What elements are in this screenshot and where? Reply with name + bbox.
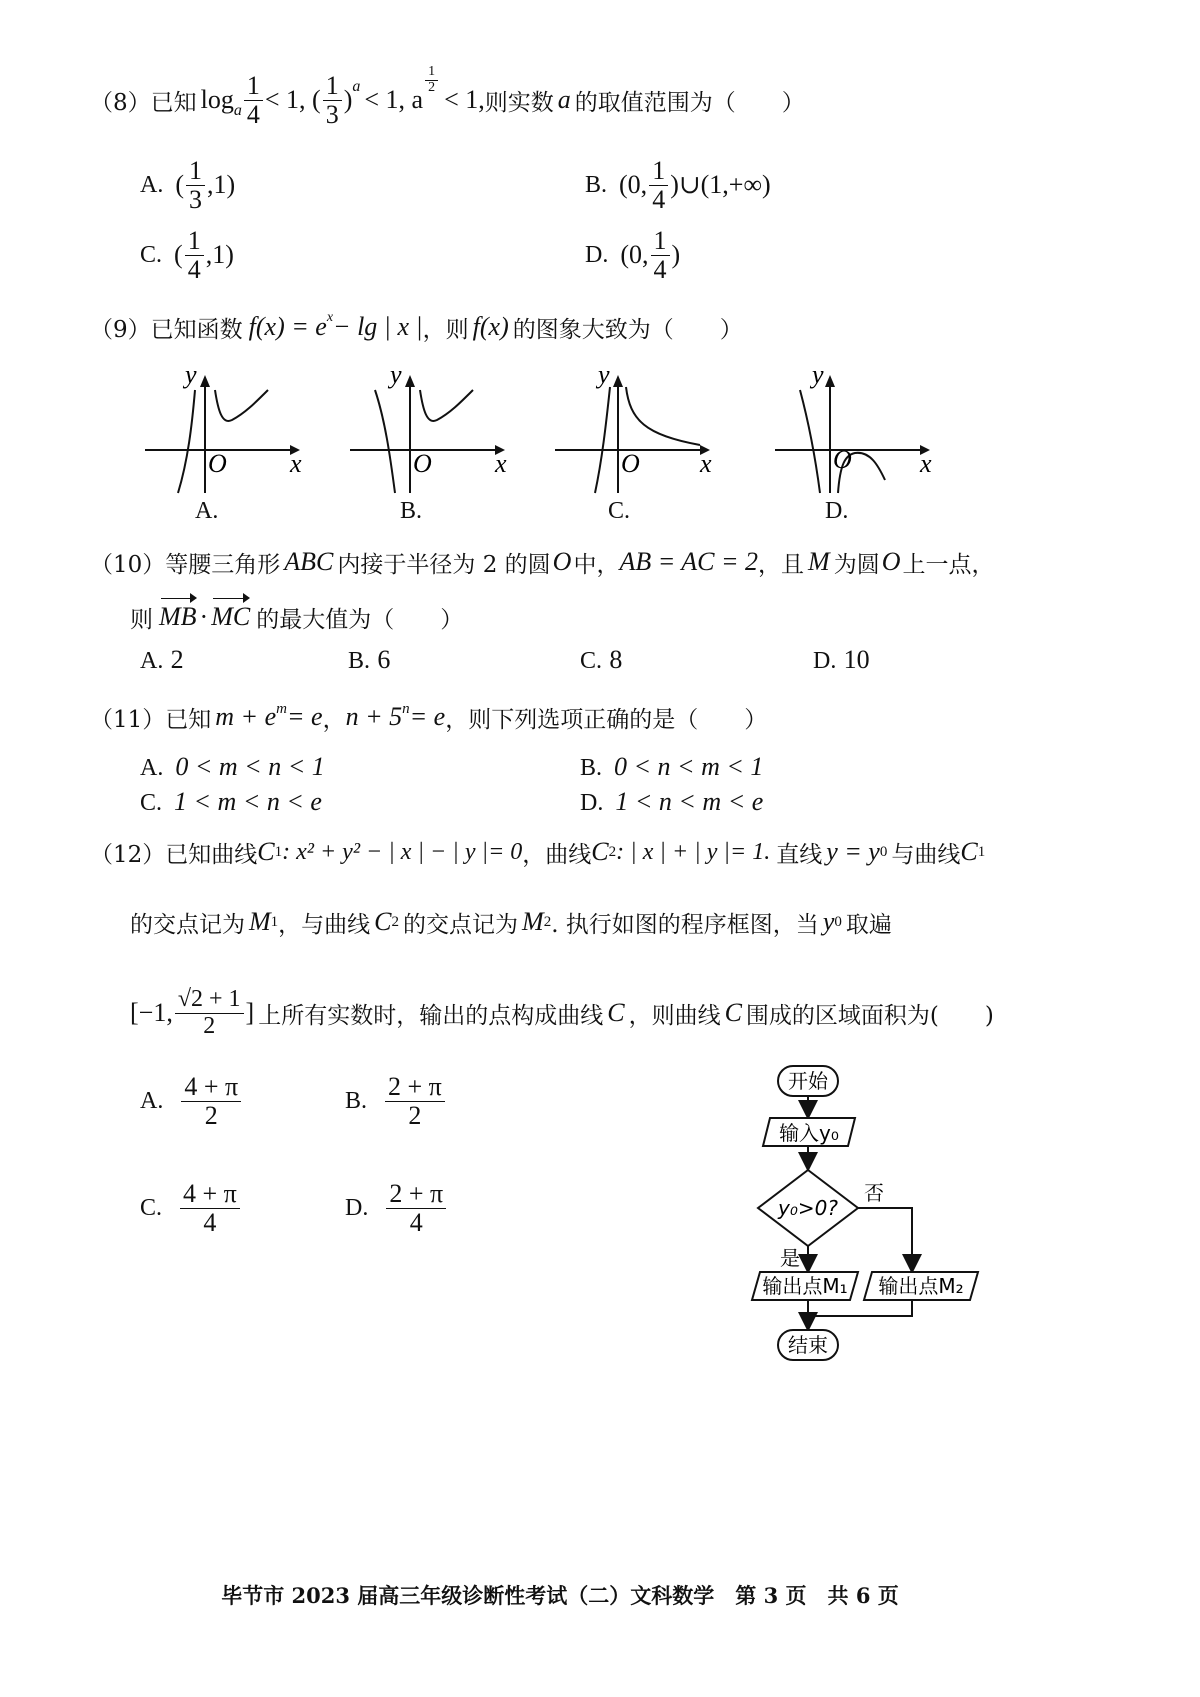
q10-option-d[interactable]: D. 10: [813, 645, 870, 674]
q10-stem-line2: 则 MB · MC 的最大值为（ ）: [130, 602, 464, 633]
q10-option-a[interactable]: A. 2: [140, 645, 184, 674]
q8-lead: 已知: [150, 89, 197, 116]
x-axis-label: x: [700, 449, 712, 478]
x-axis-label: x: [920, 449, 932, 478]
q8-frac-third: $\frac{1}{3}$: [323, 72, 342, 128]
flow-output-m1-text: 输出点M₁: [762, 1274, 848, 1298]
flow-no-label: 否: [864, 1181, 884, 1205]
q12-range-fraction: $\frac{√2 + 1}{2}$: [175, 987, 244, 1038]
x-axis-label: x: [495, 449, 507, 478]
q9-graph-d[interactable]: [770, 360, 940, 530]
q9-stem: （9） 已知函数 f(x) = e x − lg | x | ，则 f(x) 的图象大致为（ ）: [90, 310, 743, 343]
q12-option-d[interactable]: D. $\frac{2 + \pi}{4}$: [345, 1175, 448, 1241]
q8-option-c[interactable]: C. ( $\frac{1}{4}$ ,1): [140, 226, 234, 284]
q9-graph-b[interactable]: [345, 360, 515, 530]
flow-output-m2-text: 输出点M₂: [878, 1274, 964, 1298]
q9-graph-c[interactable]: [550, 360, 720, 530]
q8-stem: （8） 已知 log a $\frac{1}{4}$ < 1, ( $\frac{1}{3}$ ) a < 1, a $\frac{1}{2}$ < 1, 则实数 a 的取值范围为（ ）: [90, 63, 805, 129]
flow-start-text: 开始: [788, 1069, 828, 1093]
q8-frac-quarter: $\frac{1}{4}$: [244, 72, 263, 128]
flow-end-text: 结束: [788, 1333, 828, 1357]
q9-graph-b-label: B.: [400, 498, 423, 524]
vector-mc: MC: [211, 602, 251, 631]
q8-ineq-1: < 1, (: [264, 85, 321, 114]
y-axis-label: y: [812, 360, 824, 389]
q12-stem-line2: 的交点记为 M 1 ，与曲线 C 2 的交点记为 M 2 . 执行如图的程序框图，当 y 0 取遍: [130, 907, 892, 938]
q11-option-b[interactable]: B. 0 < n < m < 1: [580, 752, 764, 781]
q11-option-d[interactable]: D. 1 < n < m < e: [580, 787, 764, 816]
flow-yes-label: 是: [780, 1246, 800, 1270]
y-axis-label: y: [598, 360, 610, 389]
q9-graph-c-label: C.: [608, 498, 631, 524]
q11-option-a[interactable]: A. 0 < m < n < 1: [140, 752, 325, 781]
q8-ineq-3: < 1,: [444, 85, 485, 114]
q12-option-b[interactable]: B. $\frac{2 + \pi}{2}$: [345, 1068, 447, 1134]
q8-exp-half: $\frac{1}{2}$: [425, 65, 438, 95]
q9-graph-a[interactable]: [140, 360, 310, 530]
y-axis-label: y: [390, 360, 402, 389]
q8-log: log: [200, 85, 234, 114]
q12-stem-line1: （12） 已知曲线 C 1 : x² + y² − | x | − | y |= 0 ，曲线 C 2 : | x | + | y |= 1. 直线 y = y 0 与曲线 C 1: [90, 837, 986, 868]
origin-label: O: [833, 445, 852, 474]
vector-mb: MB: [159, 602, 197, 631]
q8-option-a[interactable]: A. ( $\frac{1}{3}$ ,1): [140, 156, 236, 214]
page-footer: 毕节市 2023 届高三年级诊断性考试（二）文科数学 第 3 页 共 6 页: [221, 1583, 899, 1608]
q8-tail: 则实数: [484, 89, 554, 116]
q8-pow-a: a: [352, 78, 361, 95]
flowchart: [740, 1060, 1000, 1370]
q8-var: a: [557, 85, 571, 114]
q11-option-c[interactable]: C. 1 < m < n < e: [140, 787, 322, 816]
q9-graph-a-label: A.: [195, 498, 219, 524]
origin-label: O: [413, 449, 432, 478]
q12-option-c[interactable]: C. $\frac{4 + \pi}{4}$: [140, 1175, 242, 1241]
x-axis-label: x: [290, 449, 302, 478]
q8-ineq-2: < 1, a: [364, 85, 424, 114]
q8-option-b[interactable]: B. (0, $\frac{1}{4}$ )∪(1,+∞): [585, 156, 771, 214]
q8-number: （8）: [90, 89, 151, 116]
origin-label: O: [621, 449, 640, 478]
q10-option-c[interactable]: C. 8: [580, 645, 623, 674]
q11-stem: （11） 已知 m + e m = e ， n + 5 n = e ，则下列选项正确的是（ ）: [90, 700, 768, 733]
flow-decision-text: y₀>0?: [778, 1196, 838, 1220]
q10-option-b[interactable]: B. 6: [348, 645, 391, 674]
q9-fn: f(x) = e: [248, 312, 327, 341]
q9-graph-d-label: D.: [825, 498, 849, 524]
q8-log-base: a: [233, 102, 242, 119]
flow-input-text: 输入y₀: [779, 1121, 839, 1145]
q8-option-d[interactable]: D. (0, $\frac{1}{4}$ ): [585, 226, 681, 284]
q12-option-a[interactable]: A. $\frac{4 + \pi}{2}$: [140, 1068, 243, 1134]
q8-tail2: 的取值范围为（ ）: [574, 89, 805, 116]
q12-stem-line3: [−1, $\frac{√2 + 1}{2}$ ] 上所有实数时，输出的点构成曲线 C ，则曲线 C 围成的区域面积为( ): [130, 986, 994, 1039]
origin-label: O: [208, 449, 227, 478]
q10-stem-line1: （10） 等腰三角形 ABC 内接于半径为 2 的圆 O 中， AB = AC = 2 ，且 M 为圆 O 上一点，: [90, 547, 995, 578]
y-axis-label: y: [185, 360, 197, 389]
